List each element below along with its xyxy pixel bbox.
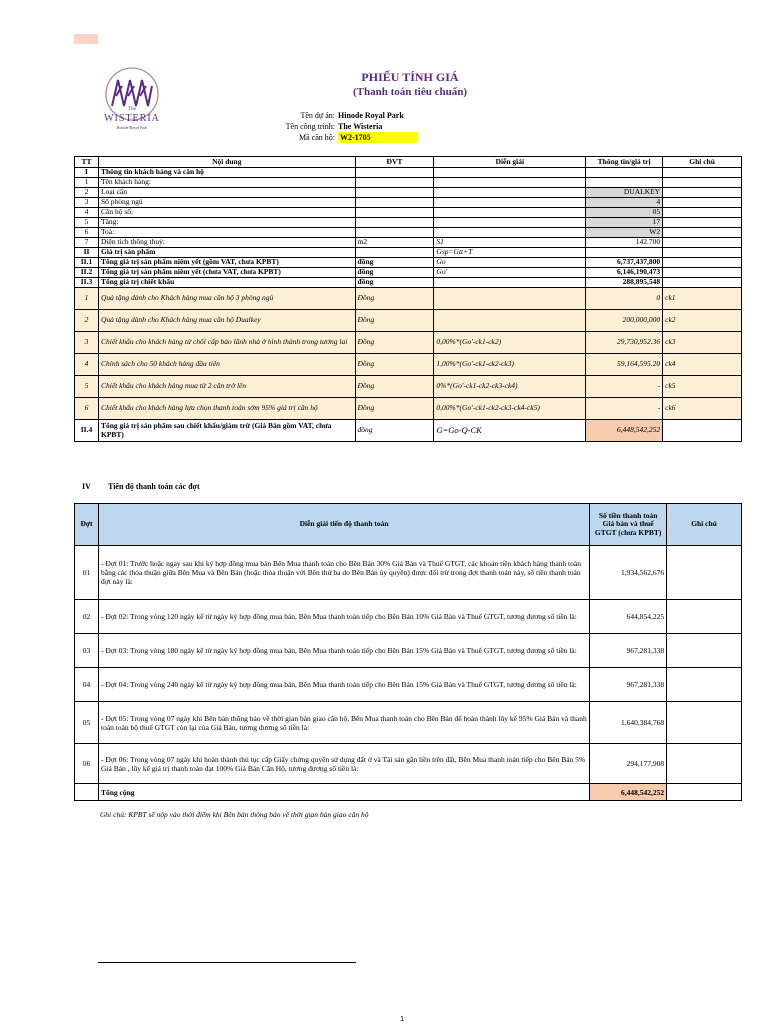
payment-cell-amount: 1,934,562,676 bbox=[590, 546, 667, 600]
cell-note: ck6 bbox=[663, 398, 742, 420]
price-table-row bbox=[75, 354, 742, 376]
cell-value: W2 bbox=[586, 228, 663, 238]
footnote: Ghi chú: KPBT sẽ nộp vào thời điểm khi Bên bán thông báo về thời gian bàn giao căn hộ bbox=[100, 810, 369, 819]
cell-desc: 1,00%*(Go'-ck1-ck2-ck3) bbox=[434, 354, 586, 376]
cell-unit bbox=[355, 178, 434, 188]
payment-row bbox=[75, 744, 742, 784]
cell-unit: Đồng bbox=[355, 376, 434, 398]
price-table-row bbox=[75, 332, 742, 354]
payment-cell-note bbox=[667, 634, 742, 668]
info-label: Mã căn hộ: bbox=[299, 133, 335, 142]
price-table-row bbox=[75, 198, 742, 208]
cell-tt: 6 bbox=[75, 228, 99, 238]
cell-tt: 3 bbox=[75, 332, 99, 354]
cell-content: Tổng giá trị sản phẩm sau chiết khấu/giảm trừ (Giá Bán gồm VAT, chưa KPBT) bbox=[98, 420, 355, 442]
cell-value: 142.700 bbox=[586, 238, 663, 248]
cell-content: Quà tặng dành cho Khách hàng mua căn hộ 3 phòng ngủ bbox=[98, 288, 355, 310]
cell-value: 05 bbox=[586, 208, 663, 218]
col-header: Ghi chú bbox=[663, 157, 742, 168]
col-header: Ghi chú bbox=[667, 504, 742, 546]
col-header: Thông tin/giá trị bbox=[586, 157, 663, 168]
cell-tt: II.2 bbox=[75, 268, 99, 278]
cell-content: Diện tích thông thuỷ: bbox=[98, 238, 355, 248]
payment-cell-no: 06 bbox=[75, 744, 99, 784]
info-value: Hinode Royal Park bbox=[338, 111, 404, 120]
price-table-row bbox=[75, 310, 742, 332]
cell-unit bbox=[355, 228, 434, 238]
cell-content: Tầng: bbox=[98, 218, 355, 228]
cell-value: 0 bbox=[586, 288, 663, 310]
cell-unit: Đồng bbox=[355, 332, 434, 354]
cell-unit: đồng bbox=[355, 268, 434, 278]
cell-desc: Go bbox=[434, 258, 586, 268]
price-table-row bbox=[75, 238, 742, 248]
payment-row bbox=[75, 702, 742, 744]
svg-text:Hinode Royal Park: Hinode Royal Park bbox=[116, 125, 148, 130]
cell-tt: 5 bbox=[75, 376, 99, 398]
price-table-row bbox=[75, 228, 742, 238]
cell-value bbox=[586, 168, 663, 178]
cell-tt: II bbox=[75, 248, 99, 258]
payment-cell-no: 02 bbox=[75, 600, 99, 634]
cell-note bbox=[663, 268, 742, 278]
cell-value: 6,737,437,800 bbox=[586, 258, 663, 268]
cell-unit bbox=[355, 188, 434, 198]
payment-cell-desc: - Đợt 04: Trong vòng 240 ngày kể từ ngày ký hợp đồng mua bán, Bên Mua thanh toán tiếp cho Bên Bán 15% Giá Bán và Thuế GTGT, tương đương số tiền là: bbox=[98, 668, 589, 702]
page-number: 1 bbox=[400, 1014, 405, 1023]
cell-tt: II.3 bbox=[75, 278, 99, 288]
cell-note bbox=[663, 168, 742, 178]
cell-content: Chiết khấu cho khách hàng mua từ 2 căn trở lên bbox=[98, 376, 355, 398]
section-number: IV bbox=[82, 482, 91, 491]
cell-desc: S1 bbox=[434, 238, 586, 248]
cell-value: 6,146,190,473 bbox=[586, 268, 663, 278]
payment-cell-no: 01 bbox=[75, 546, 99, 600]
cell-note bbox=[663, 208, 742, 218]
cell-desc bbox=[434, 168, 586, 178]
price-table-row bbox=[75, 376, 742, 398]
cell-note: ck4 bbox=[663, 354, 742, 376]
cell-tt: 7 bbox=[75, 238, 99, 248]
cell-content: Toà: bbox=[98, 228, 355, 238]
info-label: Tên công trình: bbox=[285, 122, 335, 131]
unit-code-field[interactable]: W2-1705 bbox=[338, 132, 418, 143]
payment-cell-desc: - Đợt 01: Trước hoặc ngay sau khi ký hợp đồng mua bán Bên Mua thanh toán cho Bên Bán 30% Giá Bán và Thuế GTGT, các khoản tiền khách hàng thanh toán bằng các thỏa thuận giữa Bên Mua và Bên Bán (hoặc thỏa thuận với Bên thứ ba do Bên Bán ủy quyền) được đối trừ trong đợt thanh toán này, số tiền thanh toán đợt này là: bbox=[98, 546, 589, 600]
payment-row bbox=[75, 600, 742, 634]
cell-desc bbox=[434, 288, 586, 310]
cell-unit bbox=[355, 208, 434, 218]
total-value: 6,448,542,252 bbox=[590, 784, 667, 801]
cell-value: 288,895,548 bbox=[586, 278, 663, 288]
cell-tt: I bbox=[75, 168, 99, 178]
cell-note bbox=[663, 218, 742, 228]
info-row-unit bbox=[230, 132, 418, 143]
cell-value: 4 bbox=[586, 198, 663, 208]
cell-value: 17 bbox=[586, 218, 663, 228]
col-header: TT bbox=[75, 157, 99, 168]
cell-tt: 1 bbox=[75, 288, 99, 310]
cell-value: 200,000,000 bbox=[586, 310, 663, 332]
payment-total-row bbox=[75, 784, 742, 801]
payment-cell-desc: - Đợt 03: Trong vòng 180 ngày kể từ ngày ký hợp đồng mua bán, Bên Mua thanh toán tiếp cho Bên Bán 15% Giá Bán và Thuế GTGT, tương đương số tiền là: bbox=[98, 634, 589, 668]
payment-row bbox=[75, 634, 742, 668]
cell-note: ck1 bbox=[663, 288, 742, 310]
wisteria-logo bbox=[94, 66, 170, 136]
cell-unit: Đồng bbox=[355, 288, 434, 310]
payment-cell-note bbox=[667, 546, 742, 600]
col-header: ĐVT bbox=[355, 157, 434, 168]
info-label: Tên dự án: bbox=[300, 111, 335, 120]
payment-schedule-table bbox=[74, 503, 742, 801]
title-sub: (Thanh toán tiêu chuẩn) bbox=[352, 86, 467, 98]
price-table-row bbox=[75, 168, 742, 178]
svg-text:WISTERIA: WISTERIA bbox=[104, 113, 160, 124]
payment-cell-amount: 967,281,338 bbox=[590, 668, 667, 702]
cell-tt: 1 bbox=[75, 178, 99, 188]
cell-unit bbox=[355, 248, 434, 258]
cell-content: Căn hộ số: bbox=[98, 208, 355, 218]
payment-row bbox=[75, 668, 742, 702]
cell-content: Chính sách cho 50 khách hàng đầu tiên bbox=[98, 354, 355, 376]
cell-value: - bbox=[586, 376, 663, 398]
price-table-header bbox=[75, 157, 742, 168]
cell-unit: Đồng bbox=[355, 398, 434, 420]
total-label: Tổng cộng bbox=[98, 784, 589, 801]
price-table-row bbox=[75, 178, 742, 188]
cell-content: Thông tin khách hàng và căn hộ bbox=[98, 168, 355, 178]
price-table-row bbox=[75, 288, 742, 310]
cell-unit: Đồng bbox=[355, 354, 434, 376]
cell-content: Giá trị sản phẩm bbox=[98, 248, 355, 258]
price-table-row bbox=[75, 248, 742, 258]
price-table-row bbox=[75, 398, 742, 420]
cell-tt: 3 bbox=[75, 198, 99, 208]
cell-desc bbox=[434, 198, 586, 208]
cell-content: Chiết khấu cho khách hàng lựa chọn thanh toán sớm 95% giá trị căn hộ bbox=[98, 398, 355, 420]
cell-content: Chiết khấu cho khách hàng từ chối cấp bảo lãnh nhà ở hình thành trong tương lai bbox=[98, 332, 355, 354]
col-header: Nội dung bbox=[98, 157, 355, 168]
payment-cell-amount: 967,281,338 bbox=[590, 634, 667, 668]
payment-cell-desc: - Đợt 05: Trong vòng 07 ngày khi Bên bán thông báo về thời gian bàn giao căn hộ, Bên Mua thanh toán cho Bên Bán để hoàn thành lũy kế 95% Giá Bán và thanh toán toàn bộ thuế GTGT còn lại của Giá Bán, tương đương số tiền là: bbox=[98, 702, 589, 744]
payment-cell-no: 05 bbox=[75, 702, 99, 744]
payment-row bbox=[75, 546, 742, 600]
cell-desc: 0,00%*(Go'-ck1-ck2) bbox=[434, 332, 586, 354]
cell-desc: 0,00%*(Go'-ck1-ck2-ck3-ck4-ck5) bbox=[434, 398, 586, 420]
cell-tt: 5 bbox=[75, 218, 99, 228]
payment-cell-amount: 644,854,225 bbox=[590, 600, 667, 634]
cell-content: Quà tặng dành cho Khách hàng mua căn hộ Dualkey bbox=[98, 310, 355, 332]
cell-note bbox=[663, 420, 742, 442]
footnote-divider bbox=[98, 962, 356, 963]
cell-unit bbox=[355, 168, 434, 178]
payment-cell-desc: - Đợt 06: Trong vòng 07 ngày khi hoàn thành thủ tục cấp Giấy chứng quyền sử dụng đất ở và Tài sản gắn liền trên đất, Bên Mua thanh toán tiếp cho Bên Bán 5% Giá Bán , lũy kế giá trị thanh toán đạt 100% Giá Bán Căn Hộ, tương đương số tiền là: bbox=[98, 744, 589, 784]
cell-desc bbox=[434, 218, 586, 228]
cell-desc: Go' bbox=[434, 268, 586, 278]
cell-unit: đồng bbox=[355, 258, 434, 268]
cell-value: 29,730,952.36 bbox=[586, 332, 663, 354]
price-table-row bbox=[75, 278, 742, 288]
project-info bbox=[230, 110, 418, 143]
cell-unit bbox=[355, 218, 434, 228]
cell-content: Tên khách hàng: bbox=[98, 178, 355, 188]
price-table-row bbox=[75, 218, 742, 228]
cell-tt: II.4 bbox=[75, 420, 99, 442]
cell-content: Tổng giá trị sản phẩm niêm yết (gồm VAT, chưa KPBT) bbox=[98, 258, 355, 268]
cell-tt: 4 bbox=[75, 354, 99, 376]
cell-note: ck5 bbox=[663, 376, 742, 398]
info-row-building bbox=[230, 121, 418, 132]
cell-note: ck3 bbox=[663, 332, 742, 354]
cell-note bbox=[663, 238, 742, 248]
info-row-project bbox=[230, 110, 418, 121]
cell-content: Tổng giá trị chiết khấu bbox=[98, 278, 355, 288]
svg-text:The: The bbox=[128, 107, 136, 112]
cell-desc: G=Go-Q-CK bbox=[434, 420, 586, 442]
cell-note bbox=[663, 178, 742, 188]
payment-cell-amount: 294,177,908 bbox=[590, 744, 667, 784]
cell-desc: Gsp=Gtt+T bbox=[434, 248, 586, 258]
cell-note bbox=[663, 278, 742, 288]
cell-unit bbox=[355, 198, 434, 208]
price-table-row bbox=[75, 258, 742, 268]
cell-tt: 6 bbox=[75, 398, 99, 420]
payment-cell-no: 04 bbox=[75, 668, 99, 702]
cell-value: 59,164,595.20 bbox=[586, 354, 663, 376]
cell-tt: 2 bbox=[75, 310, 99, 332]
cell-desc bbox=[434, 208, 586, 218]
document-title bbox=[290, 70, 530, 98]
info-value: The Wisteria bbox=[338, 122, 383, 131]
payment-table-header bbox=[75, 504, 742, 546]
cell-content: Số phòng ngủ bbox=[98, 198, 355, 208]
cell-desc bbox=[434, 188, 586, 198]
cell-unit: đồng bbox=[355, 420, 434, 442]
col-header: Diễn giải bbox=[434, 157, 586, 168]
cell-value bbox=[586, 248, 663, 258]
title-main: PHIẾU TÍNH GIÁ bbox=[361, 70, 459, 84]
cell-desc bbox=[434, 228, 586, 238]
cell-desc bbox=[434, 278, 586, 288]
col-header: Đợt bbox=[75, 504, 99, 546]
cell-value: DUALKEY bbox=[586, 188, 663, 198]
cell-note: ck2 bbox=[663, 310, 742, 332]
section-title: Tiến độ thanh toán các đợt bbox=[108, 482, 200, 491]
cell-note bbox=[663, 188, 742, 198]
price-table bbox=[74, 156, 742, 442]
cell-desc bbox=[434, 178, 586, 188]
cell-unit: đồng bbox=[355, 278, 434, 288]
price-table-row bbox=[75, 188, 742, 198]
cell-unit: Đồng bbox=[355, 310, 434, 332]
cell-tt: II.1 bbox=[75, 258, 99, 268]
price-table-row bbox=[75, 208, 742, 218]
col-header: Số tiền thanh toán Giá bán và thuế GTGT (chưa KPBT) bbox=[590, 504, 667, 546]
price-table-row bbox=[75, 420, 742, 442]
cell-tt: 2 bbox=[75, 188, 99, 198]
cell-unit: m2 bbox=[355, 238, 434, 248]
price-table-row bbox=[75, 268, 742, 278]
cell-note bbox=[663, 198, 742, 208]
payment-cell-desc: - Đợt 02: Trong vòng 120 ngày kể từ ngày ký hợp đồng mua bán, Bên Mua thanh toán tiếp cho Bên Bán 10% Giá Bán và Thuế GTGT, tương đương số tiền là: bbox=[98, 600, 589, 634]
payment-cell-note bbox=[667, 744, 742, 784]
payment-cell-no: 03 bbox=[75, 634, 99, 668]
cell-desc: 0%*(Go'-ck1-ck2-ck3-ck4) bbox=[434, 376, 586, 398]
section-iv-heading bbox=[82, 482, 200, 491]
payment-cell-amount: 1,640,384,768 bbox=[590, 702, 667, 744]
col-header: Diễn giải tiến độ thanh toán bbox=[98, 504, 589, 546]
cell-desc bbox=[434, 310, 586, 332]
payment-cell-note bbox=[667, 668, 742, 702]
cell-value: - bbox=[586, 398, 663, 420]
cell-content: Tổng giá trị sản phẩm niêm yết (chưa VAT, chưa KPBT) bbox=[98, 268, 355, 278]
payment-cell-note bbox=[667, 702, 742, 744]
payment-cell-note bbox=[667, 600, 742, 634]
cell-tt: 4 bbox=[75, 208, 99, 218]
cell-content: Loại căn bbox=[98, 188, 355, 198]
corner-tag bbox=[74, 34, 98, 44]
cell-note bbox=[663, 258, 742, 268]
cell-value bbox=[586, 178, 663, 188]
cell-value: 6,448,542,252 bbox=[586, 420, 663, 442]
cell-note bbox=[663, 248, 742, 258]
cell-note bbox=[663, 228, 742, 238]
